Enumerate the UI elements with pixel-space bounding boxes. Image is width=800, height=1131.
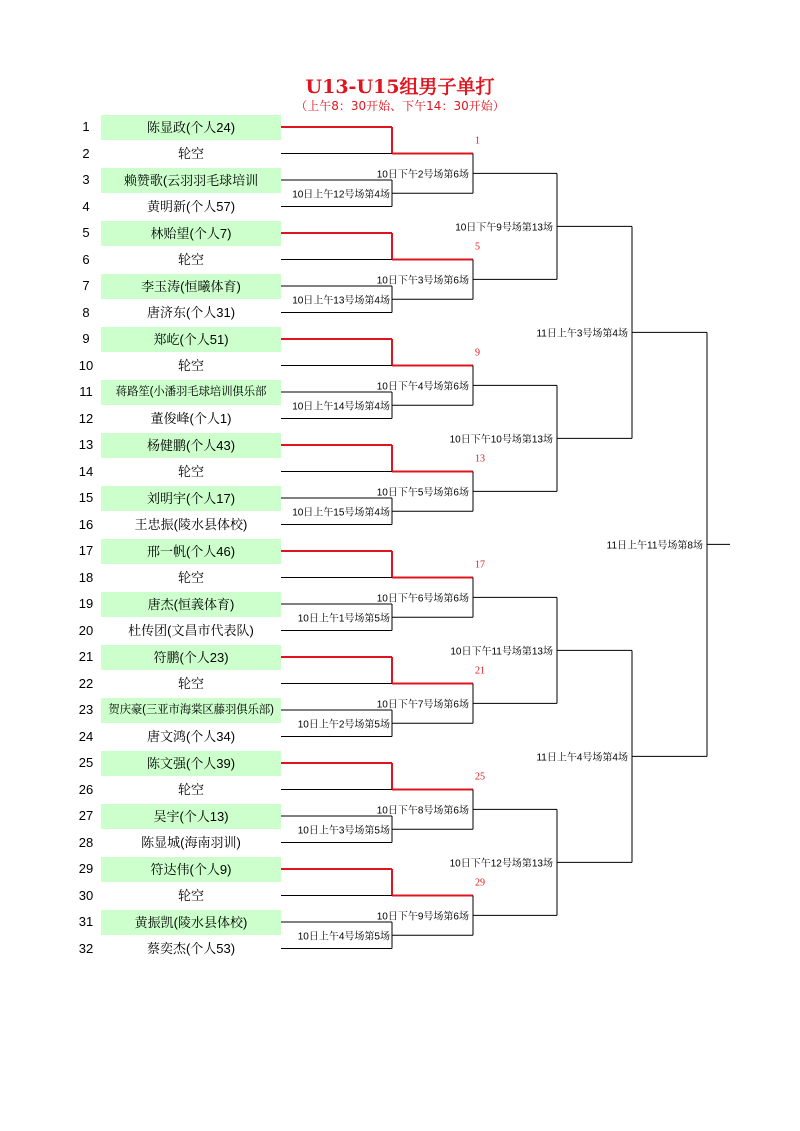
- player-cell: 轮空: [177, 676, 204, 691]
- match-label: 10日下午10号场第13场: [449, 434, 553, 446]
- match-label: 10日下午11号场第13场: [450, 646, 553, 658]
- match-label: 11日上午4号场第4场: [536, 752, 628, 764]
- seeded-player-cell: 蒋路笙(小潘羽毛球培训俱乐部: [101, 380, 281, 405]
- seed-number: 16: [78, 516, 94, 532]
- seeded-player-cell: 邢一帆(个人46): [101, 539, 281, 564]
- player-cell: 轮空: [177, 464, 204, 479]
- seed-number: 1: [82, 119, 90, 134]
- match-label: 11日上午3号场第4场: [536, 328, 628, 340]
- seed-number: 8: [82, 304, 90, 320]
- player-cell: 杜传团(文昌市代表队): [128, 623, 254, 638]
- seeded-player-cell: 符达伟(个人9): [101, 857, 281, 882]
- player-cell: 轮空: [177, 888, 204, 903]
- match-label: 10日下午5号场第6场: [376, 487, 469, 499]
- match-label: 10日上午12号场第4场: [292, 189, 390, 201]
- winner-seed-label: 17: [475, 559, 485, 571]
- player-cell: 轮空: [177, 146, 204, 161]
- final-match-label: 11日上午11号场第8场: [606, 540, 703, 552]
- player-cell: 王忠振(陵水县体校): [134, 517, 248, 532]
- seed-number: 6: [82, 251, 90, 267]
- seed-number: 23: [78, 702, 94, 717]
- match-label: 10日上午15号场第4场: [292, 507, 390, 519]
- seed-number: 13: [78, 437, 94, 452]
- seeded-player-cell: 林贻望(个人7): [101, 221, 281, 246]
- winner-seed-label: 13: [475, 453, 485, 465]
- match-label: 10日下午7号场第6场: [376, 699, 469, 711]
- seed-number: 17: [78, 543, 94, 558]
- match-label: 10日下午3号场第6场: [376, 275, 469, 287]
- seeded-player-cell: 符鹏(个人23): [101, 645, 281, 670]
- winner-seed-label: 29: [475, 877, 485, 889]
- seed-number: 7: [82, 278, 90, 293]
- winner-seed-label: 9: [475, 347, 480, 359]
- seed-number: 29: [78, 861, 94, 876]
- page-title: U13-U15组男子单打: [305, 76, 495, 98]
- match-label: 10日上午14号场第4场: [292, 401, 390, 413]
- match-label: 10日下午12号场第13场: [449, 858, 553, 870]
- seed-number: 3: [82, 172, 90, 187]
- match-label: 10日上午4号场第5场: [297, 931, 390, 943]
- player-cell: 黄明新(个人57): [146, 199, 236, 214]
- match-label: 10日下午9号场第6场: [376, 911, 469, 923]
- seed-number: 26: [78, 781, 94, 797]
- seed-number: 9: [82, 331, 90, 346]
- player-cell: 轮空: [177, 570, 204, 585]
- match-label: 10日下午9号场第13场: [455, 222, 553, 234]
- match-label: 10日上午13号场第4场: [292, 295, 390, 307]
- match-label: 10日下午6号场第6场: [376, 593, 469, 605]
- winner-seed-label: 25: [475, 771, 485, 783]
- seeded-player-cell: 贺庆豪(三亚市海棠区藤羽俱乐部): [101, 698, 281, 723]
- seed-number: 10: [78, 357, 94, 373]
- seed-number: 21: [78, 649, 94, 664]
- match-label: 10日下午2号场第6场: [376, 169, 469, 181]
- seed-number: 32: [78, 940, 94, 956]
- seed-number: 24: [78, 728, 94, 744]
- player-cell: 轮空: [177, 782, 204, 797]
- match-label: 10日下午4号场第6场: [376, 381, 469, 393]
- player-cell: 陈显城(海南羽训): [141, 835, 241, 850]
- player-cell: 唐济东(个人31): [146, 305, 236, 320]
- seed-number: 31: [78, 914, 94, 929]
- seed-number: 28: [78, 834, 94, 850]
- seeded-player-cell: 郑屹(个人51): [101, 327, 281, 352]
- seed-number: 4: [82, 198, 90, 214]
- seed-number: 19: [78, 596, 94, 611]
- seed-number: 22: [78, 675, 94, 691]
- player-cell: 轮空: [177, 252, 204, 267]
- match-label: 10日下午8号场第6场: [376, 805, 469, 817]
- seed-number: 20: [78, 622, 94, 638]
- seeded-player-cell: 赖赞歌(云羽羽毛球培训: [101, 168, 281, 193]
- winner-seed-label: 1: [475, 135, 480, 147]
- match-label: 10日上午3号场第5场: [297, 825, 390, 837]
- seed-number: 12: [78, 410, 94, 426]
- seed-number: 25: [78, 755, 94, 770]
- match-label: 10日上午2号场第5场: [297, 719, 390, 731]
- seed-number: 30: [78, 887, 94, 903]
- player-cell: 唐文鸿(个人34): [146, 729, 236, 744]
- player-cell: 蔡奕杰(个人53): [146, 941, 236, 956]
- player-cell: 董俊峰(个人1): [150, 411, 232, 426]
- seeded-player-cell: 刘明宇(个人17): [101, 486, 281, 511]
- seed-number: 18: [78, 569, 94, 585]
- seeded-player-cell: 黄振凯(陵水县体校): [101, 910, 281, 935]
- page-subtitle: （上午8：30开始、下午14：30开始）: [295, 99, 505, 113]
- seed-number: 15: [78, 490, 94, 505]
- seed-number: 2: [82, 145, 90, 161]
- seed-number: 14: [78, 463, 94, 479]
- seeded-player-cell: 陈显政(个人24): [101, 115, 281, 140]
- seeded-player-cell: 唐杰(恒義体育): [101, 592, 281, 617]
- seed-number: 5: [82, 225, 90, 240]
- seed-number: 11: [79, 384, 93, 399]
- match-label: 10日上午1号场第5场: [297, 613, 390, 625]
- winner-seed-label: 5: [475, 241, 480, 253]
- winner-seed-label: 21: [475, 665, 485, 677]
- seeded-player-cell: 陈文强(个人39): [101, 751, 281, 776]
- player-cell: 轮空: [177, 358, 204, 373]
- seeded-player-cell: 杨健鹏(个人43): [101, 433, 281, 458]
- seed-number: 27: [78, 808, 94, 823]
- seeded-player-cell: 吴宇(个人13): [101, 804, 281, 829]
- seeded-player-cell: 李玉涛(恒曦体育): [101, 274, 281, 299]
